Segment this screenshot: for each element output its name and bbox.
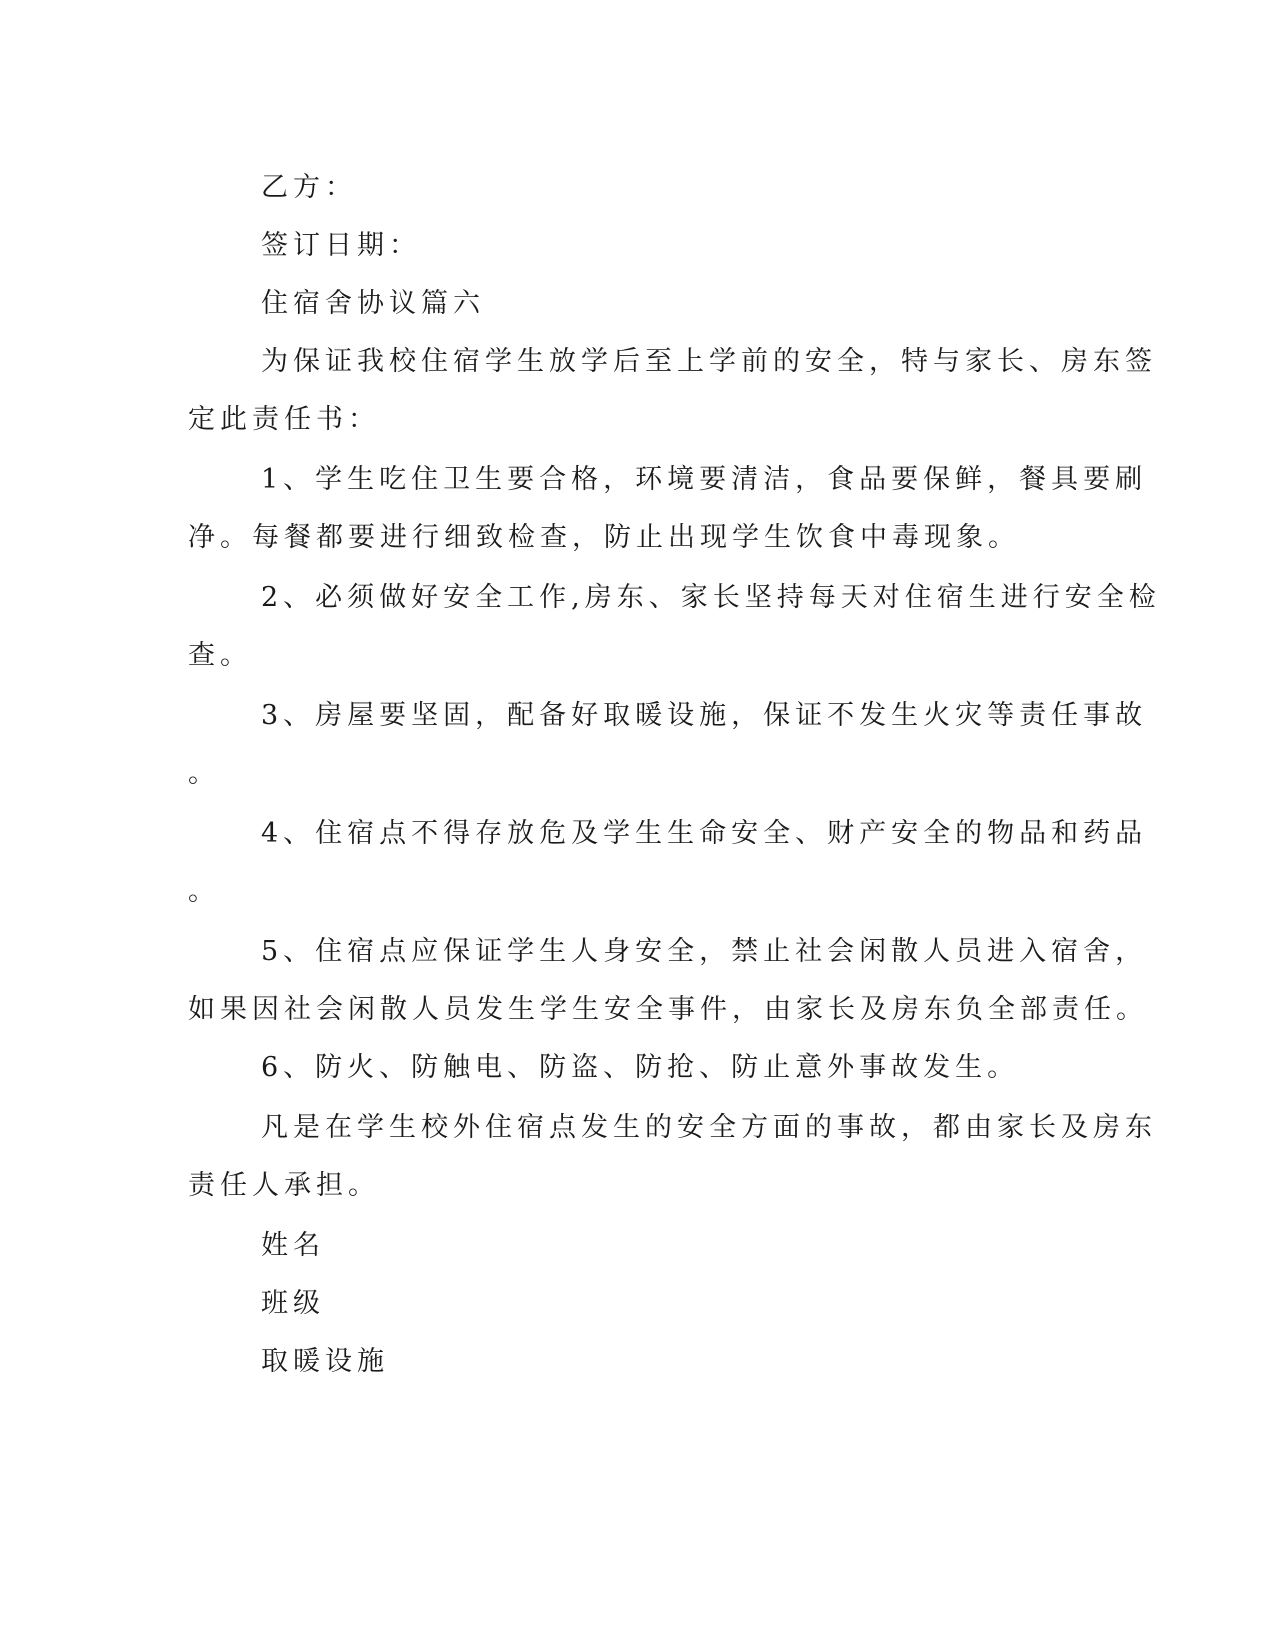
clause-4-line: 。 xyxy=(188,876,220,907)
sign-date-label: 签订日期： xyxy=(261,230,421,261)
name-label: 姓名 xyxy=(261,1230,325,1261)
clause-5-line: 5、住宿点应保证学生人身安全，禁止社会闲散人员进入宿舍， xyxy=(261,936,1148,967)
clause-6-line: 6、防火、防触电、防盗、防抢、防止意外事故发生。 xyxy=(261,1052,1020,1083)
clause-1-line: 净。每餐都要进行细致检查，防止出现学生饮食中毒现象。 xyxy=(188,522,1020,553)
clause-4-line: 4、住宿点不得存放危及学生生命安全、财产安全的物品和药品 xyxy=(261,818,1148,849)
section-heading: 住宿舍协议篇六 xyxy=(261,288,485,319)
paragraph-line: 凡是在学生校外住宿点发生的安全方面的事故，都由家长及房东 xyxy=(261,1112,1157,1143)
clause-2-line: 2、必须做好安全工作,房东、家长坚持每天对住宿生进行安全检 xyxy=(261,582,1161,613)
clause-1-line: 1、学生吃住卫生要合格，环境要清洁，食品要保鲜，餐具要刷 xyxy=(261,464,1148,495)
class-label: 班级 xyxy=(261,1288,325,1319)
heating-label: 取暖设施 xyxy=(261,1346,389,1377)
clause-3-line: 。 xyxy=(188,758,220,789)
clause-5-line: 如果因社会闲散人员发生学生安全事件，由家长及房东负全部责任。 xyxy=(188,994,1148,1025)
paragraph-line: 责任人承担。 xyxy=(188,1170,380,1201)
clause-2-line: 查。 xyxy=(188,640,252,671)
paragraph-line: 为保证我校住宿学生放学后至上学前的安全，特与家长、房东签 xyxy=(261,346,1157,377)
clause-3-line: 3、房屋要坚固，配备好取暖设施，保证不发生火灾等责任事故 xyxy=(261,700,1148,731)
paragraph-line: 定此责任书： xyxy=(188,404,380,435)
party-b-label: 乙方： xyxy=(261,172,357,203)
